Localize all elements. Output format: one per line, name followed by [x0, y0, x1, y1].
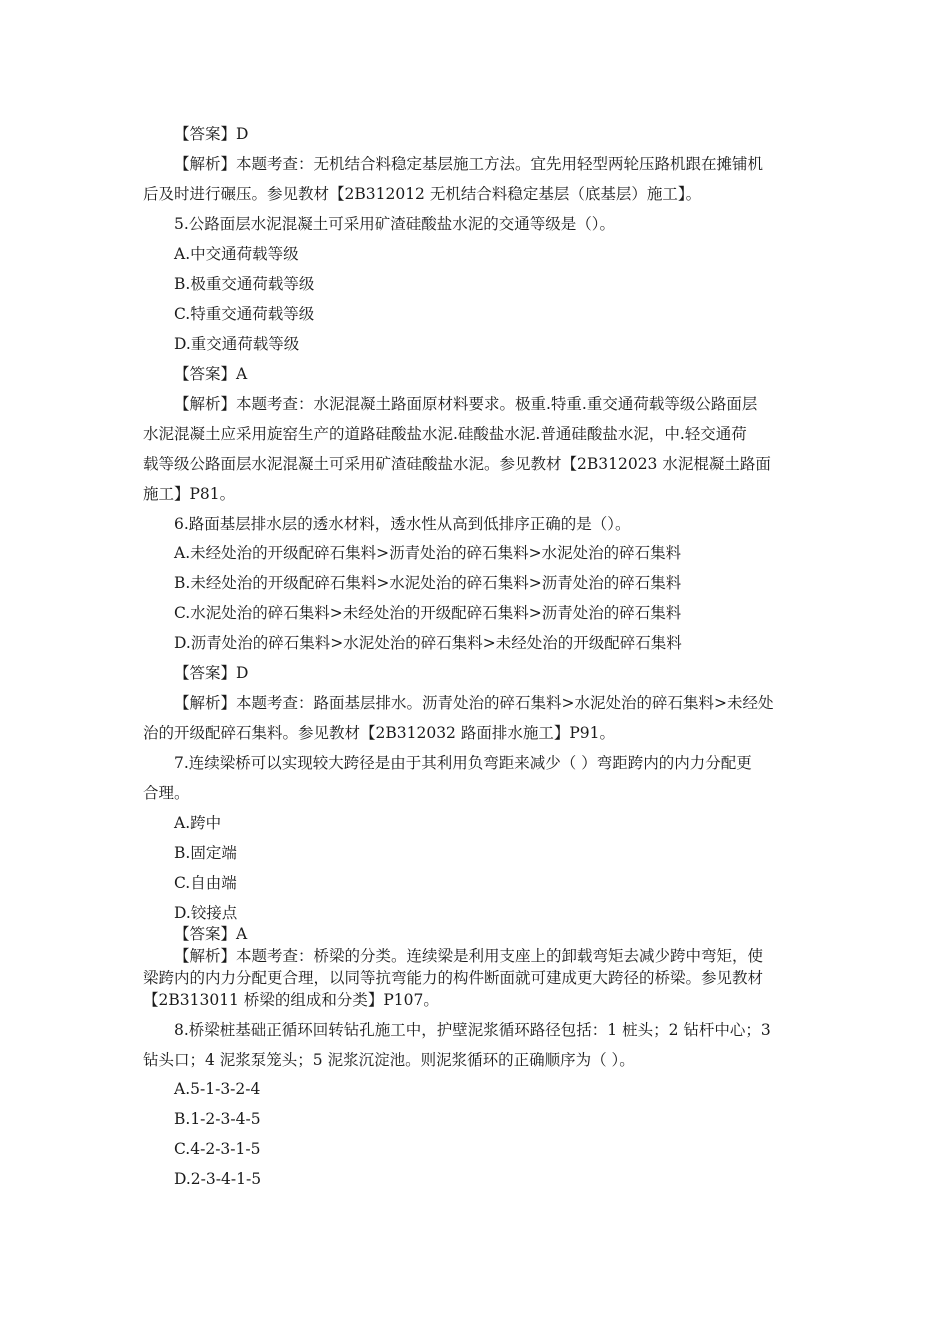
q5-option-c: C.特重交通荷载等级: [174, 305, 315, 323]
q6-analysis-line-1: 【解析】本题考查：路面基层排水。沥青处治的碎石集料>水泥处治的碎石集料>未经处: [174, 694, 774, 712]
q5-analysis-line-1: 【解析】本题考查：水泥混凝土路面原材料要求。极重.特重.重交通荷载等级公路面层: [174, 395, 758, 413]
q6-analysis-line-2: 治的开级配碎石集料。参见教材【2B312032 路面排水施工】P91。: [143, 724, 616, 742]
q5-option-b: B.极重交通荷载等级: [174, 275, 315, 293]
q4-analysis-line-1: 【解析】本题考查：无机结合料稳定基层施工方法。宜先用轻型两轮压路机跟在摊铺机: [174, 155, 764, 173]
q8-option-c: C.4-2-3-1-5: [174, 1140, 261, 1158]
q7-option-c: C.自由端: [174, 874, 237, 892]
q5-answer: 【答案】A: [174, 365, 248, 383]
q6-option-d: D.沥青处治的碎石集料>水泥处治的碎石集料>未经处治的开级配碎石集料: [174, 634, 682, 652]
q5-option-d: D.重交通荷载等级: [174, 335, 300, 353]
q7-answer: 【答案】A: [174, 925, 248, 943]
q8-option-a: A.5-1-3-2-4: [174, 1080, 261, 1098]
q8-option-b: B.1-2-3-4-5: [174, 1110, 261, 1128]
q6-option-a: A.未经处治的开级配碎石集料>沥青处治的碎石集料>水泥处治的碎石集料: [174, 544, 682, 562]
q7-question-line-2: 合理。: [143, 784, 190, 802]
q8-question-line-1: 8.桥梁桩基础正循环回转钻孔施工中，护壁泥浆循环路径包括：1 桩头；2 钻杆中心；3: [174, 1021, 771, 1039]
q7-option-b: B.固定端: [174, 844, 237, 862]
q5-analysis-line-2: 水泥混凝土应采用旋窑生产的道路硅酸盐水泥.硅酸盐水泥.普通硅酸盐水泥，中.轻交通荷: [143, 425, 747, 443]
q5-option-a: A.中交通荷载等级: [174, 245, 299, 263]
q6-option-b: B.未经处治的开级配碎石集料>水泥处治的碎石集料>沥青处治的碎石集料: [174, 574, 682, 592]
q7-analysis-line-2: 梁跨内的内力分配更合理，以同等抗弯能力的构件断面就可建成更大跨径的桥梁。参见教材: [143, 969, 764, 987]
q7-option-a: A.跨中: [174, 814, 222, 832]
q4-analysis-line-2: 后及时进行碾压。参见教材【2B312012 无机结合料稳定基层（底基层）施工】。: [143, 185, 702, 203]
q7-option-d: D.铰接点: [174, 904, 238, 922]
q5-analysis-line-4: 施工】P81。: [143, 485, 236, 503]
q5-analysis-line-3: 载等级公路面层水泥混凝土可采用矿渣硅酸盐水泥。参见教材【2B312023 水泥棍凝土路面: [143, 455, 771, 473]
q8-option-d: D.2-3-4-1-5: [174, 1170, 262, 1188]
q7-analysis-line-3: 【2B313011 桥梁的组成和分类】P107。: [143, 991, 439, 1009]
q6-answer: 【答案】D: [174, 664, 249, 682]
q7-analysis-line-1: 【解析】本题考查：桥梁的分类。连续梁是利用支座上的卸载弯矩去减少跨中弯矩，使: [174, 947, 764, 965]
q7-question-line-1: 7.连续梁桥可以实现较大跨径是由于其利用负弯距来减少（ ）弯距跨内的内力分配更: [174, 754, 752, 772]
q8-question-line-2: 钻头口；4 泥浆泵笼头；5 泥浆沉淀池。则泥浆循环的正确顺序为（ ）。: [143, 1051, 635, 1069]
q5-question: 5.公路面层水泥混凝土可采用矿渣硅酸盐水泥的交通等级是（）。: [174, 215, 616, 233]
q6-question: 6.路面基层排水层的透水材料，透水性从高到低排序正确的是（）。: [174, 515, 631, 533]
q6-option-c: C.水泥处治的碎石集料>未经处治的开级配碎石集料>沥青处治的碎石集料: [174, 604, 682, 622]
q4-answer: 【答案】D: [174, 125, 249, 143]
